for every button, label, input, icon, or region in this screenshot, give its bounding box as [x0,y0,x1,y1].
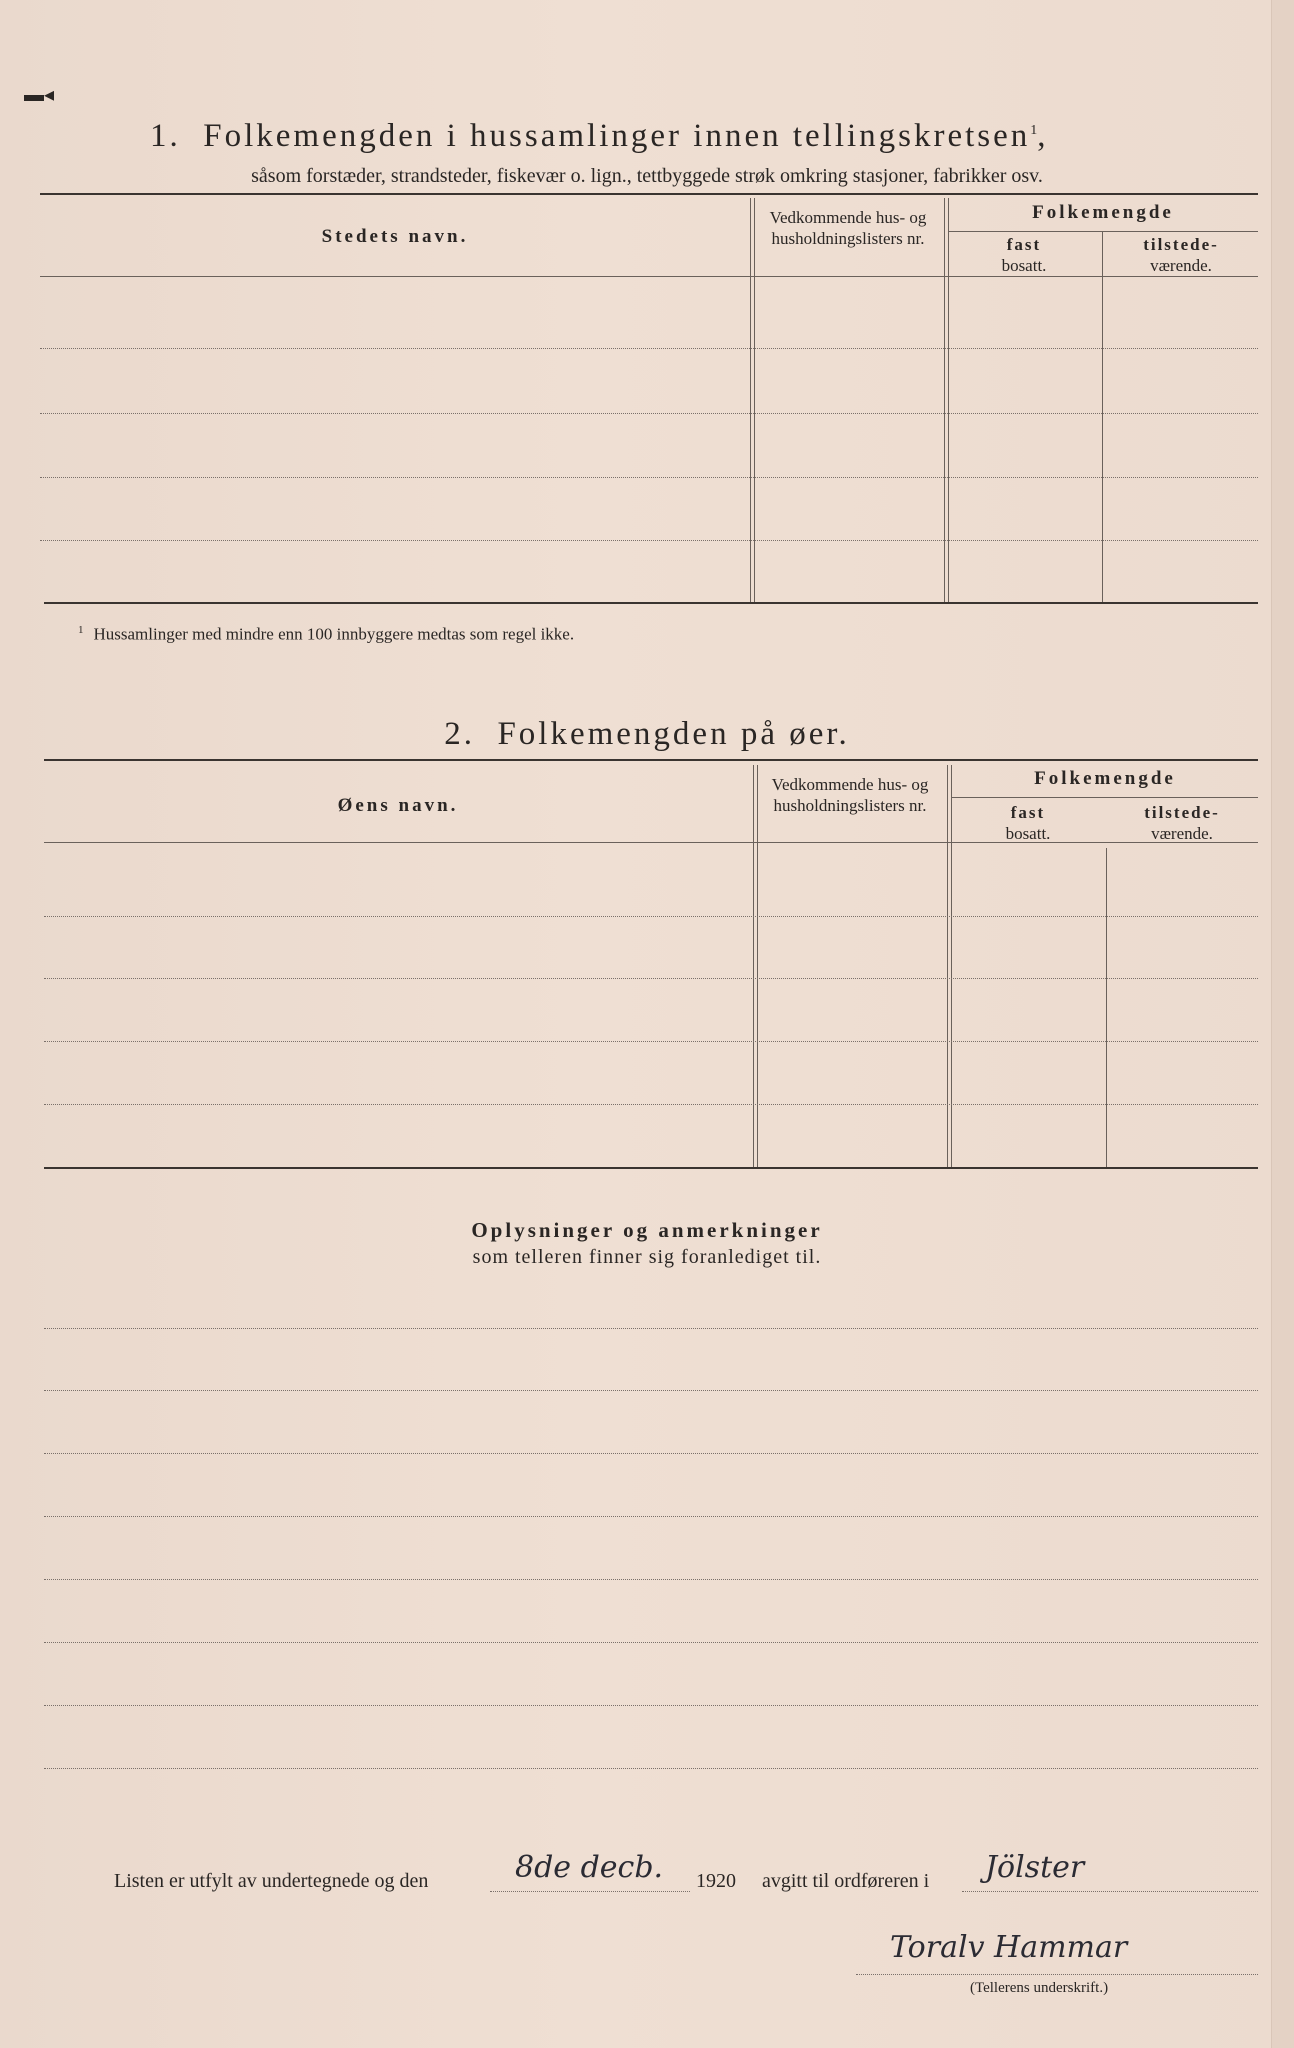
remarks-line [44,1579,1258,1580]
table2-divider-1 [753,765,758,1167]
section1-footnote: $^1$ Hussamlinger med mindre enn 100 innbyggere medtas som regel ikke. [78,624,575,644]
table2-col-list: Vedkommende hus- og husholdningslisters nr. [771,775,929,815]
handwritten-date: 8de decb. [515,1850,664,1885]
place-line [962,1891,1258,1892]
remarks-line [44,1390,1258,1391]
table2-row-line [44,916,1258,917]
remarks-line [44,1453,1258,1454]
table1-col-place: Stedets navn. [321,226,469,247]
table2-col-tilstede: tilstede- værende. [1144,803,1220,843]
handwritten-place: Jölster [985,1850,1085,1885]
table1-divider-3 [1102,231,1103,602]
table2-col-fast: fast bosatt. [1005,803,1051,843]
table1-col-fast: fast bosatt. [1001,235,1047,275]
table2-divider-3 [1106,848,1107,1167]
section1-title: 1. Folkemengden i hussamlinger innen tellingskretsen$^1$, [150,118,1049,154]
signature-caption: (Tellerens underskrift.) [970,1980,1109,1996]
table1-divider-2 [944,198,949,602]
table2-bottom-rule [44,1167,1258,1169]
table2-row-line [44,1041,1258,1042]
table2-group-rule [952,797,1258,798]
section2-title: 2. Folkemengden på øer. [444,716,850,752]
table1-top-rule [40,193,1258,195]
margin-mark: ▬◂ [24,84,55,106]
table1-row-line [40,477,1258,478]
table1-row-line [40,540,1258,541]
remarks-line [44,1705,1258,1706]
remarks-line [44,1768,1258,1769]
table1-divider-1 [750,198,755,602]
table2-row-line [44,1104,1258,1105]
remarks-line [44,1328,1258,1329]
section1-subtitle: såsom forstæder, strandsteder, fiskevær o. lign., tettbyggede strøk omkring stasjoner, fabrikker osv. [251,165,1043,187]
table2-col-group: Folkemengde [1034,768,1176,789]
table1-group-rule [948,231,1258,232]
remarks-line [44,1516,1258,1517]
footer-text-1: Listen er utfylt av undertegnede og den [114,1870,429,1892]
footer-year: 1920 [696,1870,736,1892]
handwritten-signature: Toralv Hammar [890,1930,1128,1965]
table2-row-line [44,978,1258,979]
signature-line [856,1974,1258,1975]
remarks-line [44,1642,1258,1643]
table1-bottom-rule [44,602,1258,604]
remarks-subheading: som telleren finner sig foranlediget til. [472,1246,822,1268]
table2-col-place: Øens navn. [337,795,459,816]
footer-text-2: avgitt til ordføreren i [762,1870,930,1892]
date-line [490,1891,690,1892]
table2-top-rule [44,759,1258,761]
remarks-heading: Oplysninger og anmerkninger [471,1218,823,1242]
table1-col-list: Vedkommende hus- og husholdningslisters nr. [769,208,927,248]
paper-edge [1271,0,1294,2048]
table1-row-line [40,413,1258,414]
table2-divider-2 [947,765,952,1167]
table1-header-rule [40,276,1258,277]
table1-col-group: Folkemengde [1032,202,1174,223]
table1-row-line [40,348,1258,349]
table1-col-tilstede: tilstede- værende. [1143,235,1219,275]
